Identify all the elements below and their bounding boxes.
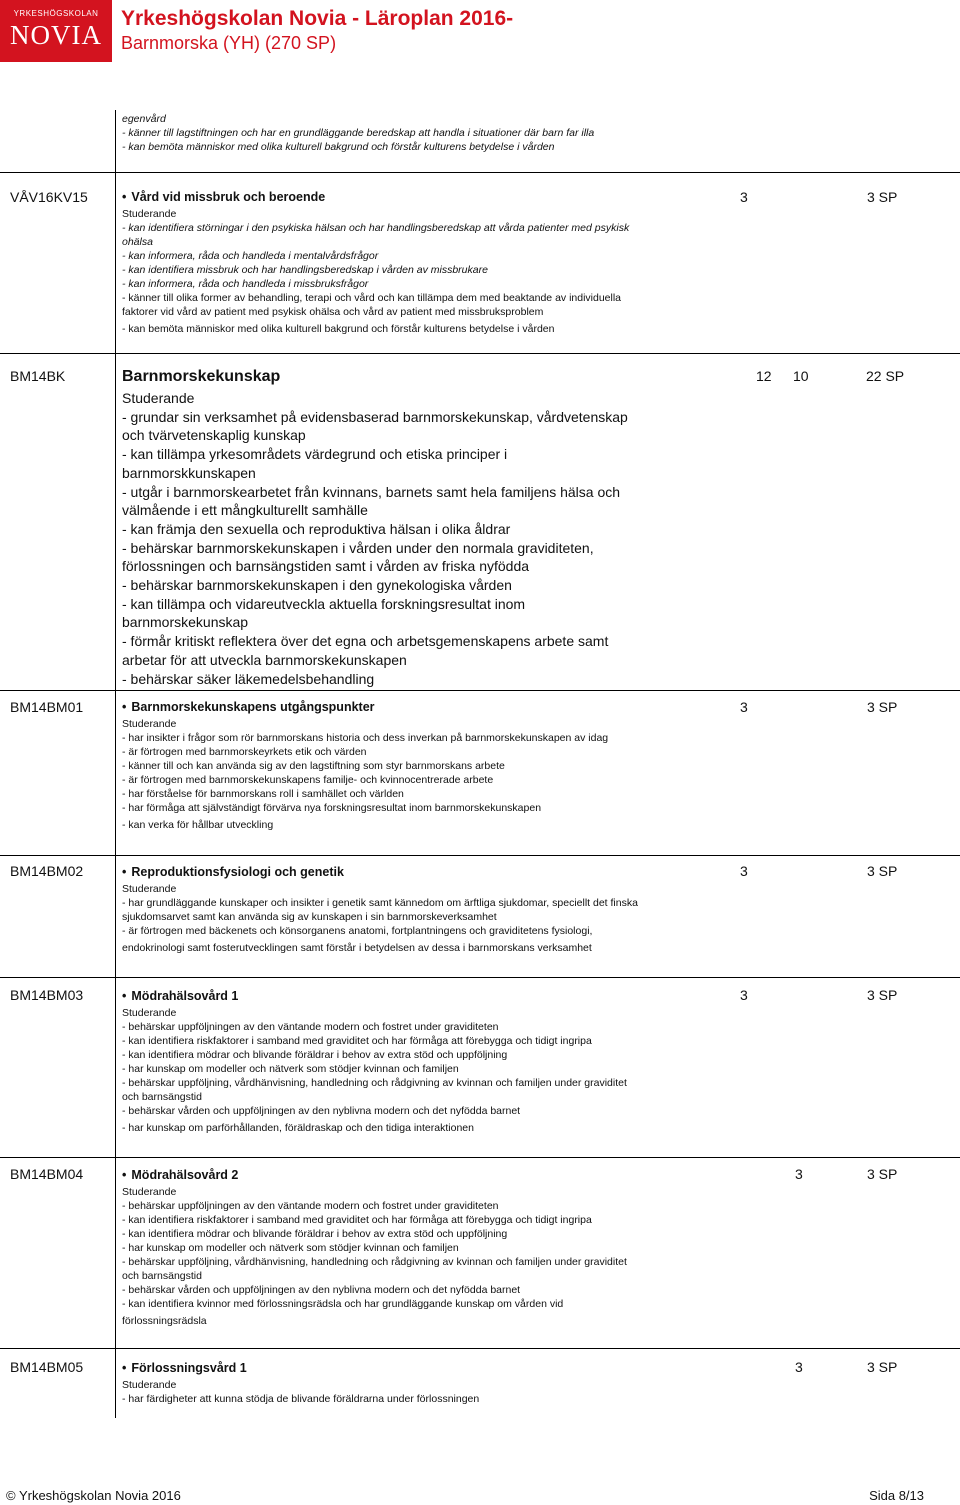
outcome-line: - kan bemöta människor med olika kulturell bakgrund och förstår kulturens betydelse i vården — [122, 141, 555, 153]
footer-page-number: Sida 8/13 — [869, 1488, 924, 1503]
course-sp: 3 SP — [867, 1166, 898, 1182]
course-description — [122, 864, 682, 955]
course-description — [122, 367, 682, 688]
outcome-line: - förmår kritiskt reflektera över det egna och arbetsgemenskapens arbete samt — [122, 633, 609, 650]
row-divider — [0, 855, 960, 856]
course-credit: 3 — [795, 1166, 803, 1182]
outcome-line: - har kunskap om modeller och nätverk som stödjer kvinnan och familjen — [122, 1063, 459, 1075]
row-divider — [0, 1157, 960, 1158]
outcome-line: - har grundläggande kunskaper och insikter i genetik samt kännedom om ärftliga sjukdomar, speciellt det finska — [122, 897, 638, 909]
outcome-line: sjukdomsarvet samt kan använda sig av kunskapen i sin barnmorskeverksamhet — [122, 911, 497, 923]
outcome-line: - kan informera, råda och handleda i missbruksfrågor — [122, 278, 369, 290]
outcome-line: endokrinologi samt fosterutvecklingen samt förstår i betydelsen av dessa i barnmorskans verksamhet — [122, 942, 592, 954]
outcome-line: - utgår i barnmorskearbetet från kvinnans, barnets samt hela familjens hälsa och — [122, 483, 621, 500]
course-sp: 3 SP — [867, 699, 898, 715]
outcome-line: Studerande — [122, 1007, 177, 1019]
outcome-line: egenvård — [122, 113, 166, 125]
outcome-line: - kan främja den sexuella och reproduktiva hälsan i olika åldrar — [122, 520, 511, 537]
outcome-line: Studerande — [122, 1379, 177, 1391]
header-title — [121, 6, 513, 54]
course-title-text: Barnmorskekunskapens utgångspunkter — [131, 700, 375, 714]
course-credit: 3 — [795, 1359, 803, 1375]
outcome-line: ohälsa — [122, 236, 153, 248]
outcome-line: - behärskar uppföljning, vårdhänvisning, handledning och rådgivning av kvinnan och familjen under graviditet — [122, 1077, 627, 1089]
outcome-line: - kan tillämpa och vidareutveckla aktuella forskningsresultat inom — [122, 595, 526, 612]
bullet-icon: • — [122, 190, 127, 204]
outcome-line: - kan informera, råda och handleda i mentalvårdsfrågor — [122, 250, 379, 262]
bullet-icon: • — [122, 989, 127, 1003]
outcome-line: - har förmåga att självständigt förvärva nya forskningsresultat inom barnmorskekunskapen — [122, 802, 542, 814]
course-title — [122, 864, 682, 880]
page-header — [0, 0, 960, 62]
outcome-line: - kan bemöta människor med olika kulturell bakgrund och förstår kulturens betydelse i vården — [122, 323, 555, 335]
outcome-line: - känner till lagstiftningen och har en grundläggande beredskap att handla i situationer där barn far illa — [122, 127, 595, 139]
outcome-line: - behärskar uppföljningen av den väntande modern och fostret under graviditeten — [122, 1200, 499, 1212]
outcome-line: - grundar sin verksamhet på evidensbaserad barnmorskekunskap, vårdvetenskap — [122, 408, 628, 425]
course-title-text: Förlossningsvård 1 — [131, 1361, 247, 1375]
continued-outcomes — [122, 112, 682, 154]
course-title — [122, 189, 682, 205]
outcome-line: - kan identifiera riskfaktorer i samband med graviditet och har förmåga att förebygga och tidigt ingripa — [122, 1035, 592, 1047]
outcome-line: - behärskar barnmorskekunskapen i vården under den normala graviditeten, — [122, 539, 594, 556]
course-title — [122, 988, 682, 1004]
bullet-icon: • — [122, 700, 127, 714]
outcome-line: - kan verka för hållbar utveckling — [122, 819, 274, 831]
outcome-line: - behärskar säker läkemedelsbehandling — [122, 670, 375, 687]
header-title-line2: Barnmorska (YH) (270 SP) — [121, 33, 337, 53]
outcome-line: - kan identifiera mödrar och blivande föräldrar i behov av extra stöd och uppföljning — [122, 1228, 508, 1240]
course-credit: 3 — [740, 189, 748, 205]
course-sp: 3 SP — [867, 863, 898, 879]
outcome-line: - kan identifiera störningar i den psykiska hälsan och har handlingsberedskap att vårda patienter med psykisk — [122, 222, 630, 234]
outcome-line: - har färdigheter att kunna stödja de blivande föräldrarna under förlossningen — [122, 1393, 480, 1405]
outcome-line: - behärskar uppföljning, vårdhänvisning, handledning och rådgivning av kvinnan och familjen under graviditet — [122, 1256, 627, 1268]
outcome-line: och barnsängstid — [122, 1270, 202, 1282]
course-description — [122, 988, 682, 1135]
outcome-line: - kan identifiera mödrar och blivande föräldrar i behov av extra stöd och uppföljning — [122, 1049, 508, 1061]
course-code: BM14BM03 — [10, 987, 84, 1003]
outcome-line: faktorer vid vård av patient med psykisk ohälsa och vård av patient med missbruksproblem — [122, 306, 544, 318]
course-title — [122, 1167, 682, 1183]
bullet-icon: • — [122, 1168, 127, 1182]
outcome-line: - känner till olika former av behandling, terapi och vård och kan tillämpa dem med beaktande av individuella — [122, 292, 622, 304]
course-title-text: Mödrahälsovård 2 — [131, 1168, 239, 1182]
course-title — [122, 367, 682, 387]
outcome-line: - känner till och kan använda sig av den lagstiftning som styr barnmorskans arbete — [122, 760, 505, 772]
outcome-line: - har förståelse för barnmorskans roll i samhället och världen — [122, 788, 404, 800]
course-credit-2: 10 — [793, 368, 809, 384]
course-sp: 3 SP — [867, 1359, 898, 1375]
footer-copyright: © Yrkeshögskolan Novia 2016 — [6, 1488, 181, 1503]
outcome-line: - behärskar uppföljningen av den väntande modern och fostret under graviditeten — [122, 1021, 499, 1033]
course-title — [122, 1360, 682, 1376]
outcome-line: barnmorskekunskap — [122, 614, 249, 631]
header-title-line1: Yrkeshögskolan Novia - Läroplan 2016- — [121, 7, 514, 30]
row-divider — [0, 1348, 960, 1349]
row-divider — [0, 977, 960, 978]
course-credit: 3 — [740, 699, 748, 715]
outcome-line: - kan tillämpa yrkesområdets värdegrund och etiska principer i — [122, 446, 508, 463]
outcome-line: förlossningen och barnsängstiden samt i vården av friska nyfödda — [122, 558, 530, 575]
outcome-line: Studerande — [122, 390, 195, 406]
course-title-text: Mödrahälsovård 1 — [131, 989, 239, 1003]
outcome-line: - kan identifiera riskfaktorer i samband med graviditet och har förmåga att förebygga och tidigt ingripa — [122, 1214, 592, 1226]
row-divider — [0, 172, 960, 173]
logo-small-text: YRKESHÖGSKOLAN — [13, 9, 99, 18]
course-title — [122, 699, 682, 715]
course-code: BM14BM05 — [10, 1359, 84, 1375]
outcome-line: arbetar för att utveckla barnmorskekunskapen — [122, 651, 407, 668]
course-description — [122, 1360, 682, 1406]
course-code: BM14BM04 — [10, 1166, 84, 1182]
outcome-line: - behärskar vården och uppföljningen av den nyblivna modern och det nyfödda barnet — [122, 1105, 521, 1117]
outcome-line: - behärskar barnmorskekunskapen i den gynekologiska vården — [122, 577, 512, 594]
outcome-line: och barnsängstid — [122, 1091, 202, 1103]
course-sp: 3 SP — [867, 987, 898, 1003]
outcome-line: - behärskar vården och uppföljningen av den nyblivna modern och det nyfödda barnet — [122, 1284, 521, 1296]
course-code: BM14BM02 — [10, 863, 84, 879]
course-credit: 12 — [756, 368, 772, 384]
course-credit: 3 — [740, 863, 748, 879]
outcome-line: - är förtrogen med barnmorskekunskapens familje- och kvinnocentrerade arbete — [122, 774, 494, 786]
outcome-line: - kan identifiera missbruk och har handlingsberedskap i vården av missbrukare — [122, 264, 488, 276]
course-title-text: Reproduktionsfysiologi och genetik — [131, 865, 344, 879]
outcome-line: Studerande — [122, 883, 177, 895]
course-sp: 22 SP — [866, 368, 905, 384]
logo-big-text: NOVIA — [10, 20, 102, 50]
outcome-line: - kan identifiera kvinnor med förlossningsrädsla och har grundläggande kunskap om vården vid — [122, 1298, 564, 1310]
course-credit: 3 — [740, 987, 748, 1003]
row-divider — [0, 690, 960, 691]
outcome-line: Studerande — [122, 718, 177, 730]
outcome-line: - har kunskap om modeller och nätverk som stödjer kvinnan och familjen — [122, 1242, 459, 1254]
outcome-line: - har kunskap om parförhållanden, föräldraskap och den tidiga interaktionen — [122, 1122, 474, 1134]
outcome-line: - har insikter i frågor som rör barnmorskans historia och dess inverkan på barnmorskekunskapen av idag — [122, 732, 609, 744]
column-divider — [115, 110, 116, 1418]
course-code: VÅV16KV15 — [10, 189, 88, 205]
course-description — [122, 699, 682, 832]
outcome-line: välmående i ett mångkulturellt samhälle — [122, 502, 368, 519]
course-description — [122, 1167, 682, 1328]
outcome-line: förlossningsrädsla — [122, 1315, 207, 1327]
row-divider — [0, 353, 960, 354]
course-description — [122, 189, 682, 336]
bullet-icon: • — [122, 865, 127, 879]
page-footer — [0, 1484, 960, 1504]
outcome-line: Studerande — [122, 208, 177, 220]
outcome-line: Studerande — [122, 1186, 177, 1198]
outcome-line: och tvärvetenskaplig kunskap — [122, 427, 306, 444]
course-code: BM14BM01 — [10, 699, 84, 715]
bullet-icon: • — [122, 1361, 127, 1375]
outcome-line: - är förtrogen med barnmorskeyrkets etik och värden — [122, 746, 367, 758]
course-sp: 3 SP — [867, 189, 898, 205]
course-code: BM14BK — [10, 368, 66, 384]
outcome-line: - är förtrogen med bäckenets och könsorganens anatomi, fortplantningens och graviditetens fysiologi, — [122, 925, 593, 937]
novia-logo — [0, 0, 112, 62]
course-title-text: Vård vid missbruk och beroende — [131, 190, 326, 204]
course-title-text: Barnmorskekunskap — [122, 368, 281, 385]
outcome-line: barnmorskkunskapen — [122, 464, 256, 481]
